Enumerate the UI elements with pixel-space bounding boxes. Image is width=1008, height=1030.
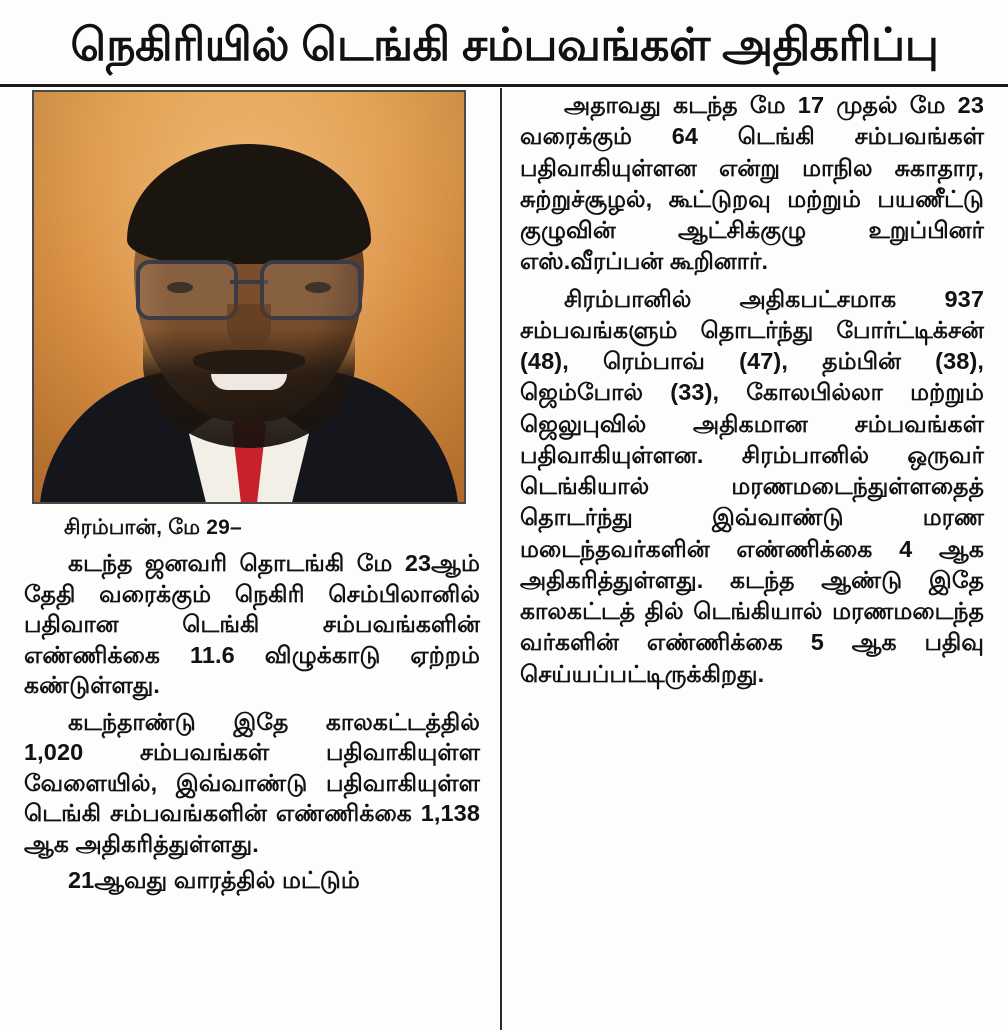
moustache [193,350,305,374]
paragraph: 21ஆவது வாரத்தில் மட்டும் [68,867,360,894]
photo-caption: சிரம்பான், மே 29– [64,516,242,539]
nose [227,304,271,350]
right-lens [260,260,362,320]
left-body-text [24,548,480,896]
right-body-text [520,90,984,690]
article-columns [0,88,1008,1030]
page-title: நெகிரியில் டெங்கி சம்பவங்கள் அதிகரிப்பு [70,19,938,71]
left-lens [136,260,238,320]
paragraph: அதாவது கடந்த மே 17 முதல் மே 23 வரைக்கும் 64 டெங்கி சம்பவங்கள் பதிவாகியுள்ளன என்று மாநில சுகாதார, சுற்றுச்சூழல், கூட்டுறவு மற்றும் பயணீட்டு குழுவின் ஆட்சிக்குழு உறுப்பினர் எஸ்.வீரப்பன் கூறினார். [520,92,984,275]
paragraph: கடந்தாண்டு இதே காலகட்டத்தில் 1,020 சம்பவங்கள் பதிவாகியுள்ள வேளையில், இவ்வாண்டு பதிவாகியுள்ள டெங்கி சம்பவங்களின் எண்ணிக்கை 1,138 ஆக அதிகரித்துள்ளது. [24,708,480,857]
mouth [211,374,287,390]
headline-banner [0,6,1008,87]
paragraph: சிரம்பானில் அதிகபட்சமாக 937 சம்பவங்களும் தொடர்ந்து போர்ட்டிக்சன் (48), ரெம்பாவ் (47), தம்பின் (38), ஜெம்போல் (33), கோலபில்லா மற்றும் ஜெலுபுவில் அதிகமான சம்பவங்கள் பதிவாகியுள்ளன. சிரம்பானில் ஒருவர் டெங்கியால் மரணமடைந்துள்ளதைத் தொடர்ந்து இவ்வாண்டு மரண மடைந்தவர்களின் எண்ணிக்கை 4 ஆக அதிகரித்துள்ளது. கடந்த ஆண்டு இதே காலகட்டத் தில் டெங்கியால் மரணமடைந்த வர்களின் எண்ணிக்கை 5 ஆக பதிவு செய்யப்பட்டிருக்கிறது. [520,285,984,687]
right-column [500,88,1008,1030]
portrait-photo [32,90,466,504]
left-column [0,88,500,1030]
paragraph: கடந்த ஜனவரி தொடங்கி மே 23ஆம் தேதி வரைக்கும் நெகிரி செம்பிலானில் பதிவான டெங்கி சம்பவங்களின் எண்ணிக்கை 11.6 விழுக்காடு ஏற்றம் கண்டுள்ளது. [24,550,480,699]
